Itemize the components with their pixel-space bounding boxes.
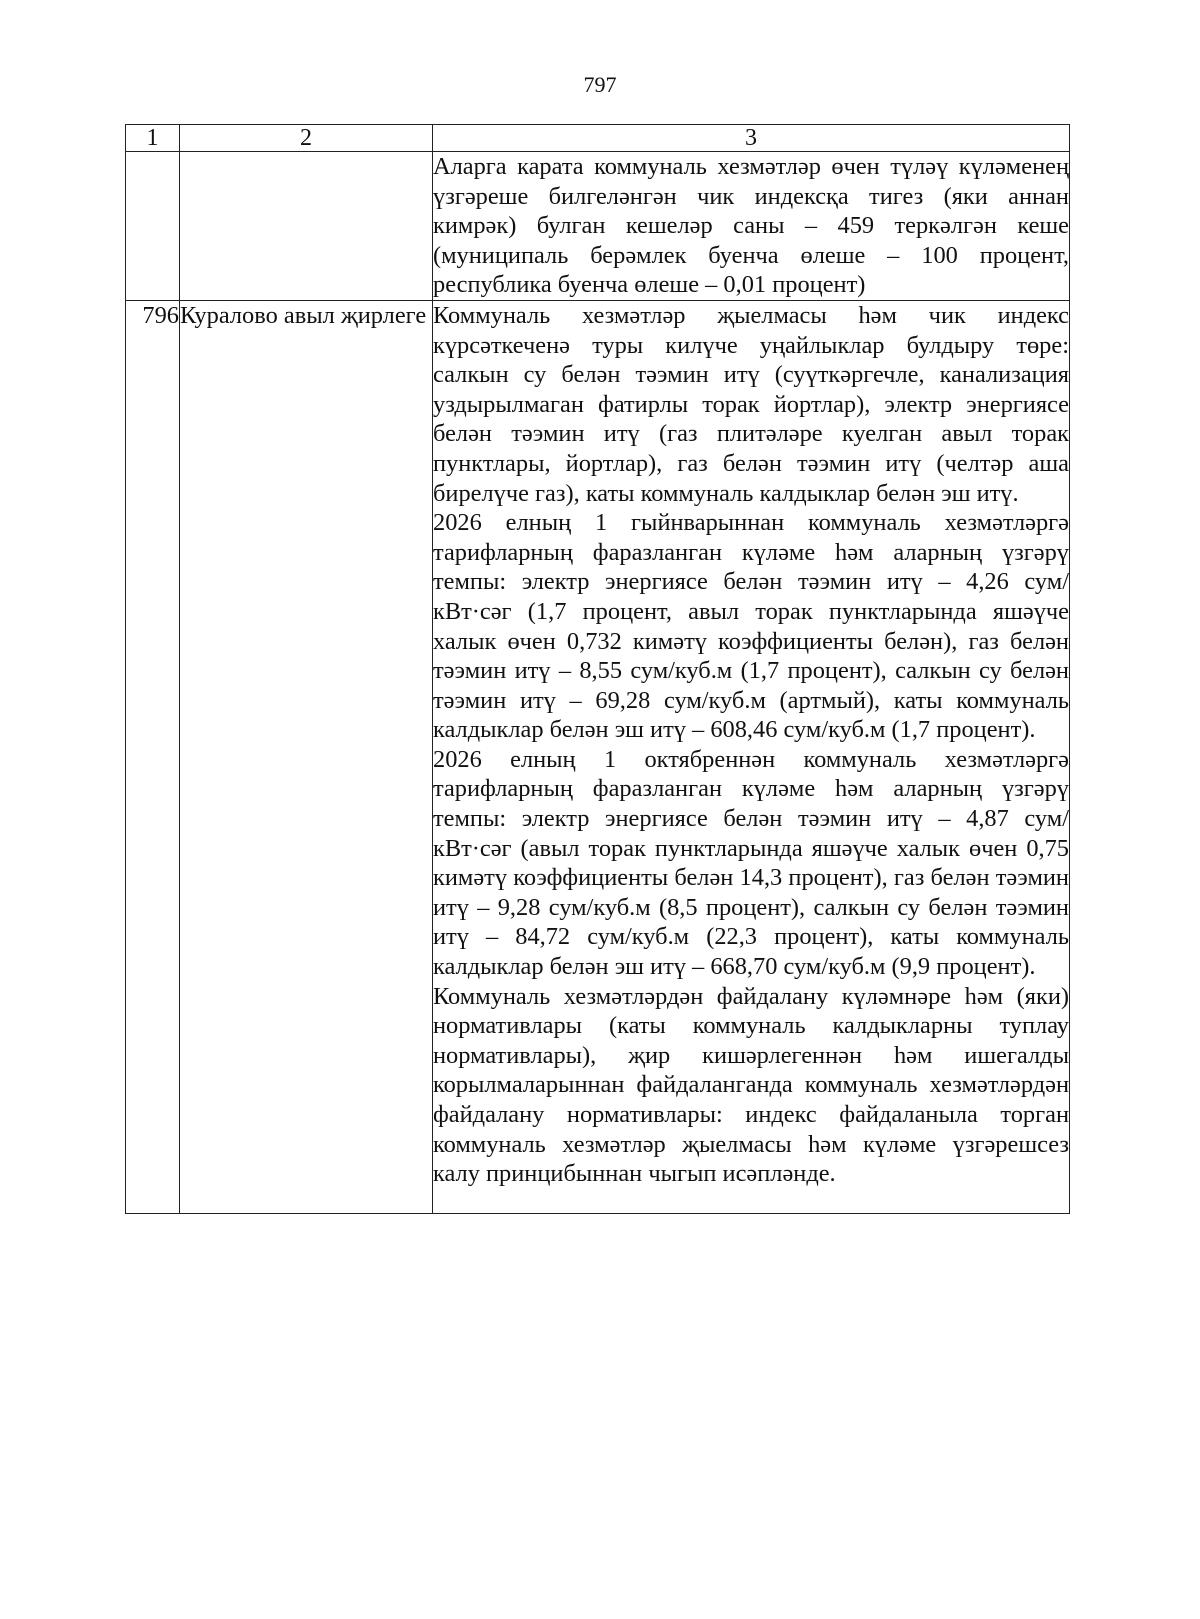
settlement-name xyxy=(180,152,433,301)
description-paragraph: 2026 елның 1 гыйнварыннан коммуналь хезмәтләргә тарифларның фаразланган күләме һәм аларның үзгәрү темпы: электр энергиясе белән тәэмин итү – 4,26 сум/кВт·сәг (1,7 процент, авыл торак пунктларында яшәүче халык өчен 0,732 кимәтү коэффициенты белән), газ белән тәэмин итү – 8,55 сум/куб.м (1,7 процент), салкын су белән тәэмин итү – 69,28 сум/куб.м (артмый), каты коммуналь калдыклар белән эш итү – 608,46 сум/куб.м (1,7 процент). xyxy=(433,509,1069,744)
table-row-continuation xyxy=(126,152,1070,301)
row-number xyxy=(126,152,180,301)
description-paragraph: Коммуналь хезмәтләр җыелмасы һәм чик индекс күрсәткеченә туры килүче уңайлыклар булдыру төре: салкын су белән тәэмин итү (суүткәргечле, канализация уздырылмаган фатирлы торак йортлар), электр энергиясе белән тәэмин итү (газ плитәләре куелган авыл торак пунктлары, йортлар), газ белән тәэмин итү (челтәр аша бирелүче газ), каты коммуналь калдыклар белән эш итү. xyxy=(433,301,1069,507)
description-paragraph: Коммуналь хезмәтләрдән файдалану күләмнәре һәм (яки) нормативлары (каты коммуналь калдыкларны туплау нормативлары), җир кишәрлегеннән һәм ишегалды корылмаларыннан файдаланганда коммуналь хезмәтләрдән файдалану нормативлары: индекс файдаланыла торган коммуналь хезмәтләр җыелмасы һәм күләме үзгәрешсез калу принцибыннан чыгып исәпләнде. xyxy=(433,982,1069,1188)
page-number: 797 xyxy=(583,72,617,97)
table-row-796 xyxy=(126,300,1070,1213)
table-header-row xyxy=(126,125,1070,152)
column-header-1: 1 xyxy=(126,125,180,152)
column-header-3: 3 xyxy=(433,125,1070,152)
row-description xyxy=(433,152,1070,301)
settlement-name: Куралово авыл җирлеге xyxy=(180,300,433,1213)
row-number: 796 xyxy=(126,300,180,1213)
document-table xyxy=(125,124,1070,1214)
description-paragraph: Аларга карата коммуналь хезмәтләр өчен түләү күләменең үзгәреше билгеләнгән чик индексқа тигез (яки аннан кимрәк) булган кешеләр саны – 459 теркәлгән кеше (муниципаль берәмлек буенча өлеше – 100 процент, республика буенча өлеше – 0,01 процент) xyxy=(433,153,1069,299)
description-paragraph: 2026 елның 1 октябреннән коммуналь хезмәтләргә тарифларның фаразланган күләме һәм аларның үзгәрү темпы: электр энергиясе белән тәэмин итү – 4,87 сум/кВт·сәг (авыл торак пунктларында яшәүче халык өчен 0,75 кимәтү коэффициенты белән 14,3 процент), газ белән тәэмин итү – 9,28 сум/куб.м (8,5 процент), салкын су белән тәэмин итү – 84,72 сум/куб.м (22,3 процент), каты коммуналь калдыклар белән эш итү – 668,70 сум/куб.м (9,9 процент). xyxy=(433,745,1069,981)
column-header-2: 2 xyxy=(180,125,433,152)
row-description xyxy=(433,300,1070,1213)
